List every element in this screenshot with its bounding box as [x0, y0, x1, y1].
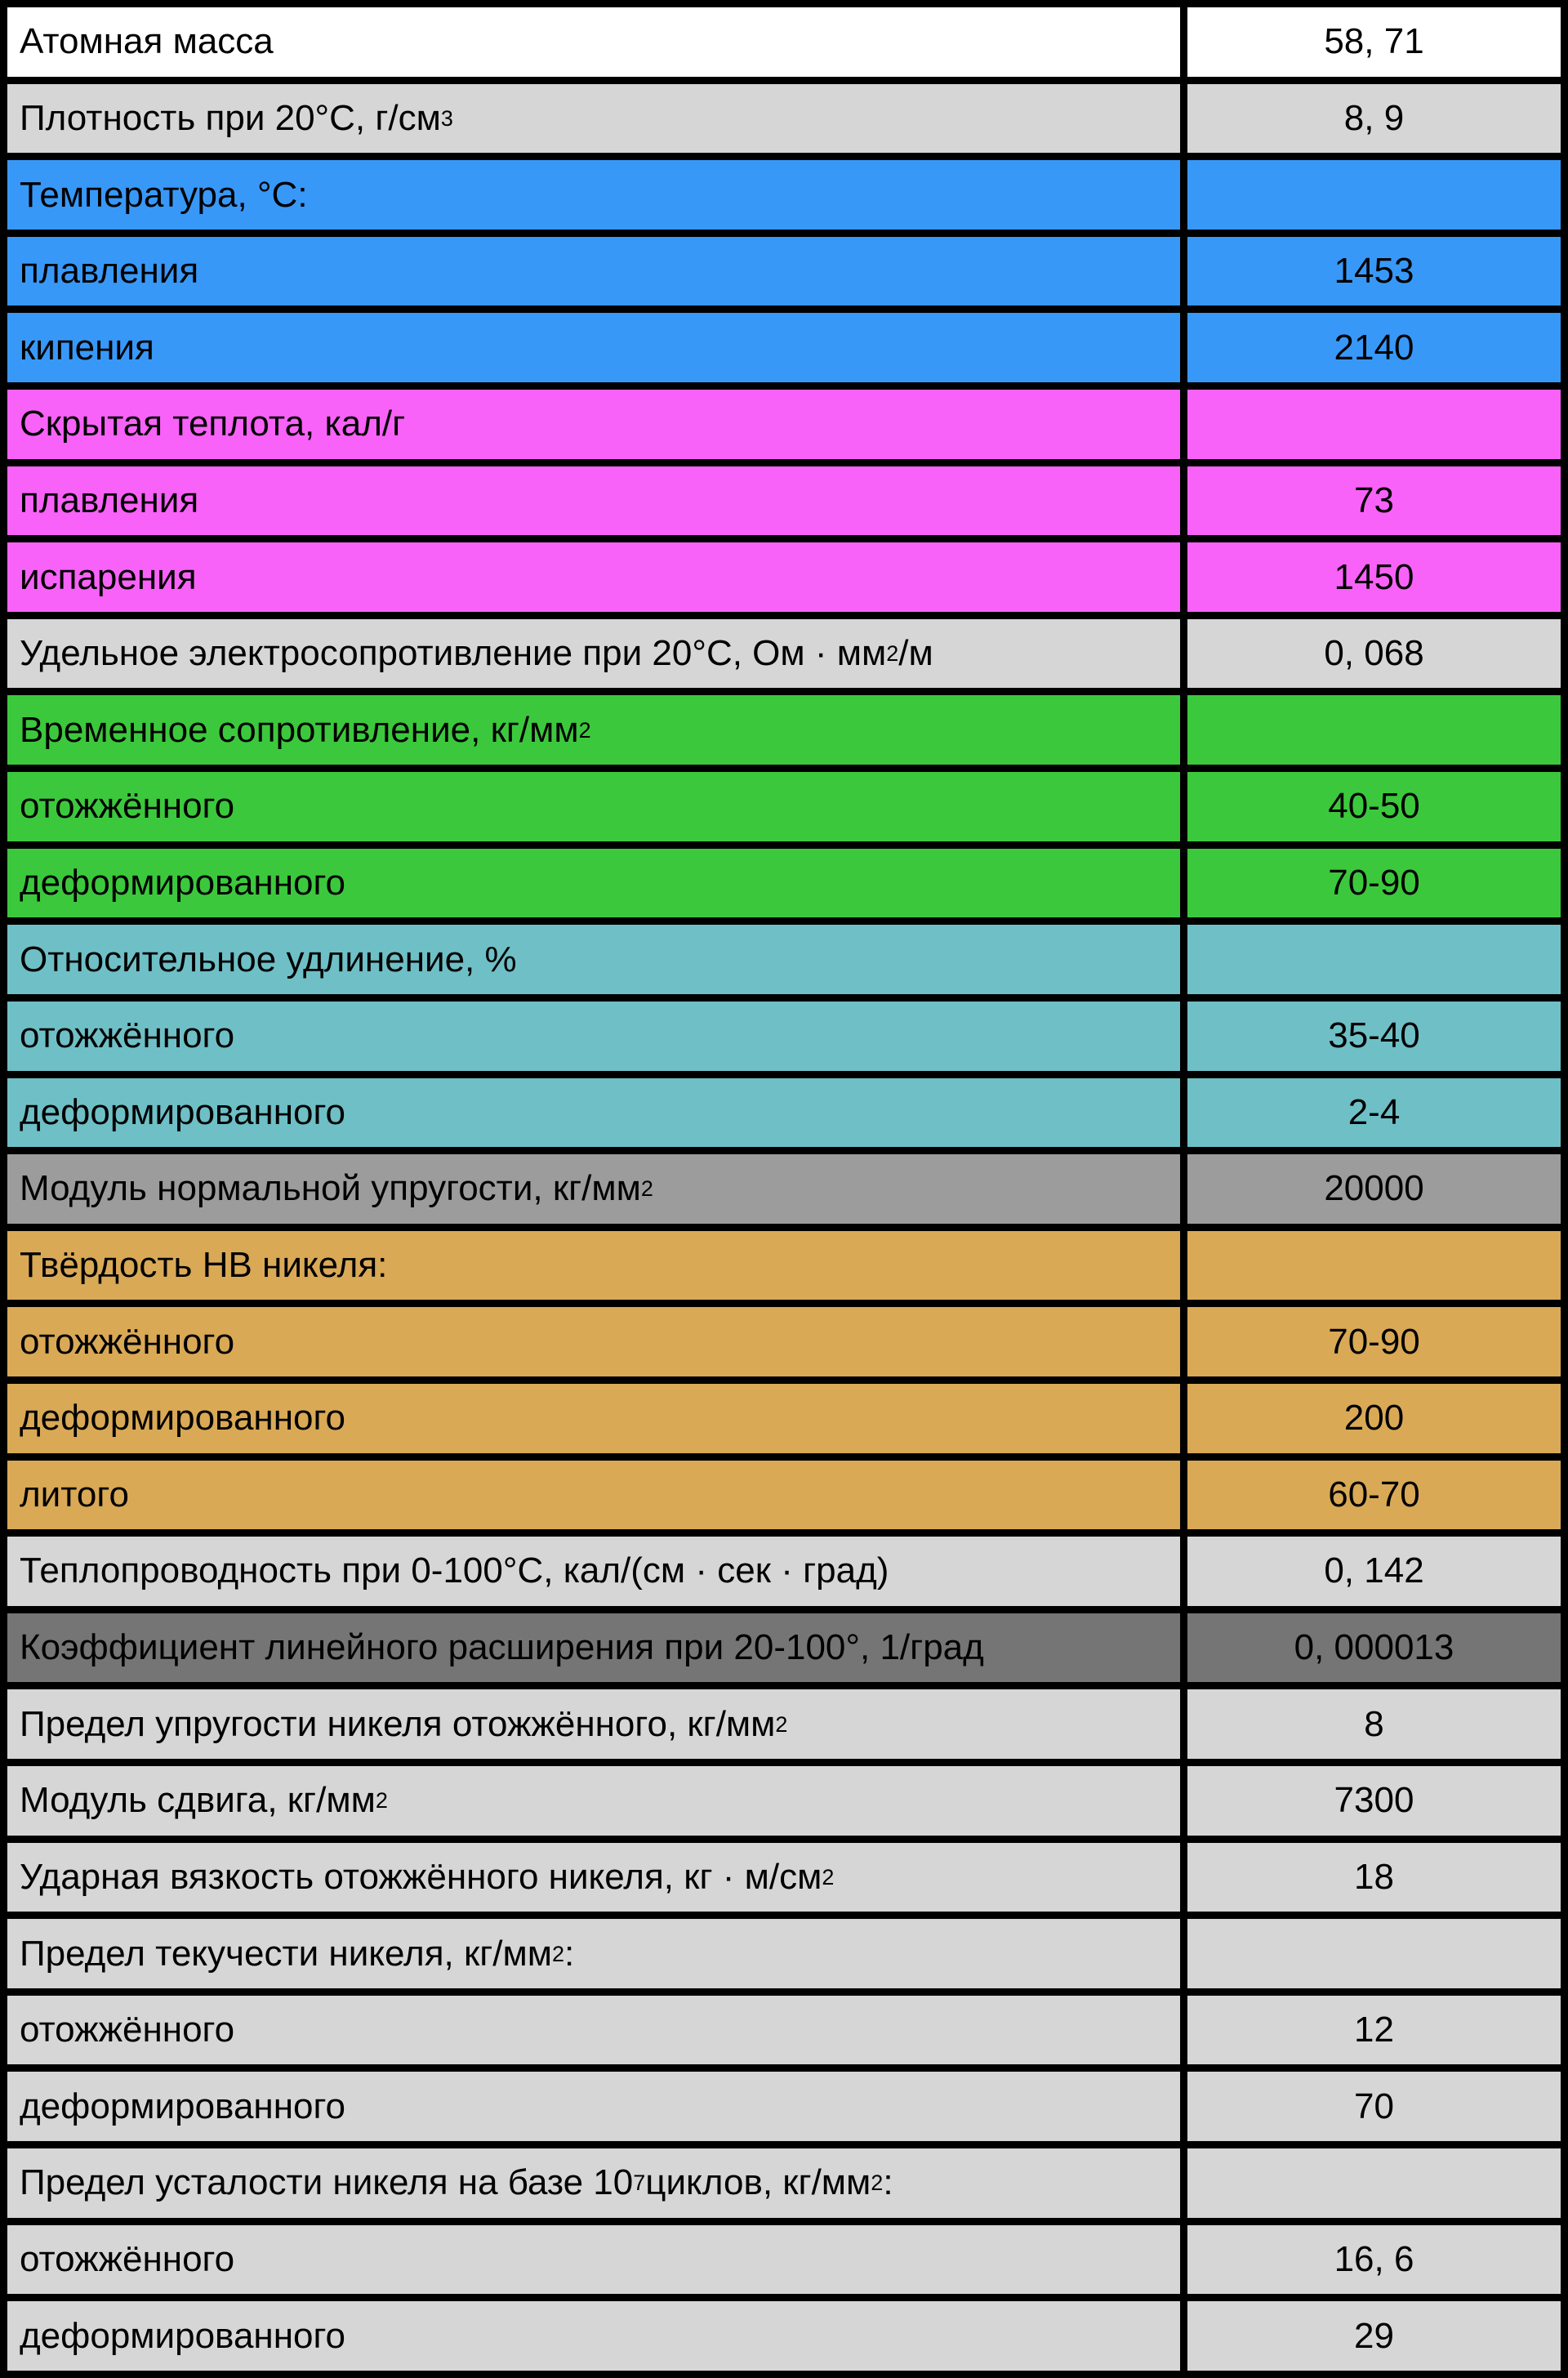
property-label: Плотность при 20°С, г/см 3 — [7, 84, 1180, 154]
table-row — [7, 1154, 1561, 1224]
property-label: Предел текучести никеля, кг/мм 2 : — [7, 1919, 1180, 1988]
property-label: кипения — [7, 313, 1180, 382]
property-value — [1187, 925, 1561, 994]
property-label: отожжённого — [7, 1307, 1180, 1376]
property-value: 60-70 — [1187, 1461, 1561, 1530]
property-value: 18 — [1187, 1843, 1561, 1912]
property-label: Скрытая теплота, кал/г — [7, 390, 1180, 459]
property-value: 7300 — [1187, 1766, 1561, 1836]
property-label: Модуль сдвига, кг/мм 2 — [7, 1766, 1180, 1836]
property-label: отожжённого — [7, 2225, 1180, 2295]
property-value — [1187, 1231, 1561, 1301]
table-row — [7, 1613, 1561, 1683]
table-row — [7, 2225, 1561, 2295]
table-row — [7, 237, 1561, 306]
table-row — [7, 1461, 1561, 1530]
table-row — [7, 1766, 1561, 1836]
table-row — [7, 466, 1561, 536]
table-row — [7, 84, 1561, 154]
property-value: 70 — [1187, 2072, 1561, 2141]
property-value: 73 — [1187, 466, 1561, 536]
property-value: 70-90 — [1187, 1307, 1561, 1376]
table-row — [7, 1384, 1561, 1453]
property-value: 8 — [1187, 1689, 1561, 1759]
property-value — [1187, 695, 1561, 765]
table-row — [7, 2072, 1561, 2141]
property-label: Предел упругости никеля отожжённого, кг/мм 2 — [7, 1689, 1180, 1759]
property-value: 29 — [1187, 2301, 1561, 2371]
property-label: деформированного — [7, 1384, 1180, 1453]
property-value: 2140 — [1187, 313, 1561, 382]
table-row — [7, 772, 1561, 841]
property-value — [1187, 1919, 1561, 1988]
table-row — [7, 619, 1561, 689]
property-value: 16, 6 — [1187, 2225, 1561, 2295]
property-value: 0, 068 — [1187, 619, 1561, 689]
property-label: Коэффициент линейного расширения при 20-100°, 1/град — [7, 1613, 1180, 1683]
table-row — [7, 7, 1561, 77]
property-label: плавления — [7, 466, 1180, 536]
property-label: Относительное удлинение, % — [7, 925, 1180, 994]
property-value: 8, 9 — [1187, 84, 1561, 154]
table-row — [7, 1231, 1561, 1301]
property-label: деформированного — [7, 849, 1180, 918]
table-row — [7, 2148, 1561, 2218]
property-label: отожжённого — [7, 1002, 1180, 1071]
table-row — [7, 1002, 1561, 1071]
property-value — [1187, 390, 1561, 459]
property-label: Теплопроводность при 0-100°С, кал/(см · сек · град) — [7, 1537, 1180, 1606]
property-label: Ударная вязкость отожжённого никеля, кг · м/см 2 — [7, 1843, 1180, 1912]
property-value — [1187, 2148, 1561, 2218]
property-value: 70-90 — [1187, 849, 1561, 918]
property-label: деформированного — [7, 1078, 1180, 1148]
table-row — [7, 925, 1561, 994]
property-value: 20000 — [1187, 1154, 1561, 1224]
property-value: 0, 142 — [1187, 1537, 1561, 1606]
table-row — [7, 390, 1561, 459]
table-row — [7, 1307, 1561, 1376]
table-row — [7, 313, 1561, 382]
table-row — [7, 1537, 1561, 1606]
property-label: Температура, °С: — [7, 160, 1180, 230]
table-row — [7, 542, 1561, 612]
property-value — [1187, 160, 1561, 230]
property-value: 12 — [1187, 1996, 1561, 2065]
table-row — [7, 695, 1561, 765]
property-label: Атомная масса — [7, 7, 1180, 77]
property-label: Твёрдость НВ никеля: — [7, 1231, 1180, 1301]
table-row — [7, 1996, 1561, 2065]
property-label: деформированного — [7, 2072, 1180, 2141]
property-label: отожжённого — [7, 1996, 1180, 2065]
property-label: деформированного — [7, 2301, 1180, 2371]
property-label: Модуль нормальной упругости, кг/мм 2 — [7, 1154, 1180, 1224]
table-row — [7, 160, 1561, 230]
table-row — [7, 1689, 1561, 1759]
table-row — [7, 1078, 1561, 1148]
property-label: Временное сопротивление, кг/мм 2 — [7, 695, 1180, 765]
property-label: испарения — [7, 542, 1180, 612]
property-value: 58, 71 — [1187, 7, 1561, 77]
property-value: 2-4 — [1187, 1078, 1561, 1148]
property-value: 200 — [1187, 1384, 1561, 1453]
property-label: литого — [7, 1461, 1180, 1530]
property-value: 1450 — [1187, 542, 1561, 612]
property-label: Удельное электросопротивление при 20°С, Ом · мм 2 /м — [7, 619, 1180, 689]
table-row — [7, 849, 1561, 918]
table-row — [7, 2301, 1561, 2371]
property-label: плавления — [7, 237, 1180, 306]
property-value: 40-50 — [1187, 772, 1561, 841]
property-label: отожжённого — [7, 772, 1180, 841]
table-row — [7, 1843, 1561, 1912]
property-value: 0, 000013 — [1187, 1613, 1561, 1683]
table-row — [7, 1919, 1561, 1988]
property-value: 35-40 — [1187, 1002, 1561, 1071]
property-label: Предел усталости никеля на базе 10 7 циклов, кг/мм 2 : — [7, 2148, 1180, 2218]
property-value: 1453 — [1187, 237, 1561, 306]
